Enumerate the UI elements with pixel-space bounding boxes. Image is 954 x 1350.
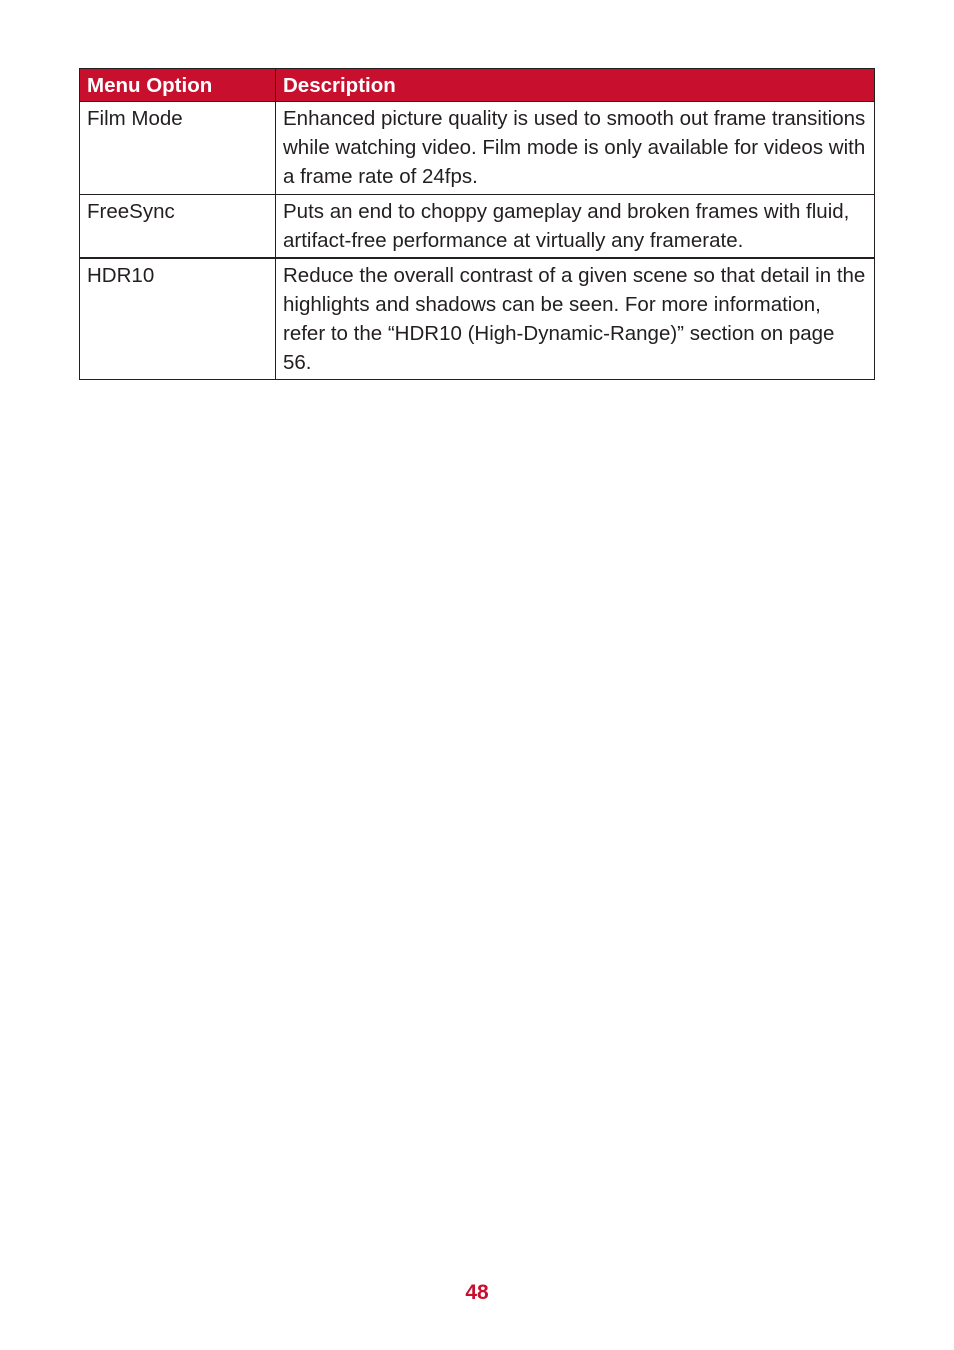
table-body	[80, 102, 875, 380]
table-header	[80, 69, 875, 102]
row-option-hdr10: HDR10	[80, 258, 276, 380]
table-row	[80, 195, 875, 259]
table-row	[80, 258, 875, 380]
page-number: 48	[465, 1281, 489, 1304]
header-menu-option: Menu Option	[80, 69, 276, 102]
header-description: Description	[276, 69, 875, 102]
row-option-film-mode: Film Mode	[80, 102, 276, 195]
menu-option-table	[79, 68, 875, 380]
table-row	[80, 102, 875, 195]
row-description-film-mode: Enhanced picture quality is used to smooth out frame transitions while watching video. Film mode is only available for videos with a frame rate of 24fps.	[276, 102, 875, 195]
row-option-freesync: FreeSync	[80, 195, 276, 259]
row-description-hdr10: Reduce the overall contrast of a given scene so that detail in the highlights and shadows can be seen. For more information, refer to the “HDR10 (High-Dynamic-Range)” section on page 56.	[276, 258, 875, 380]
row-description-freesync: Puts an end to choppy gameplay and broken frames with fluid, artifact-free performance at virtually any framerate.	[276, 195, 875, 259]
table-header-row	[80, 69, 875, 102]
